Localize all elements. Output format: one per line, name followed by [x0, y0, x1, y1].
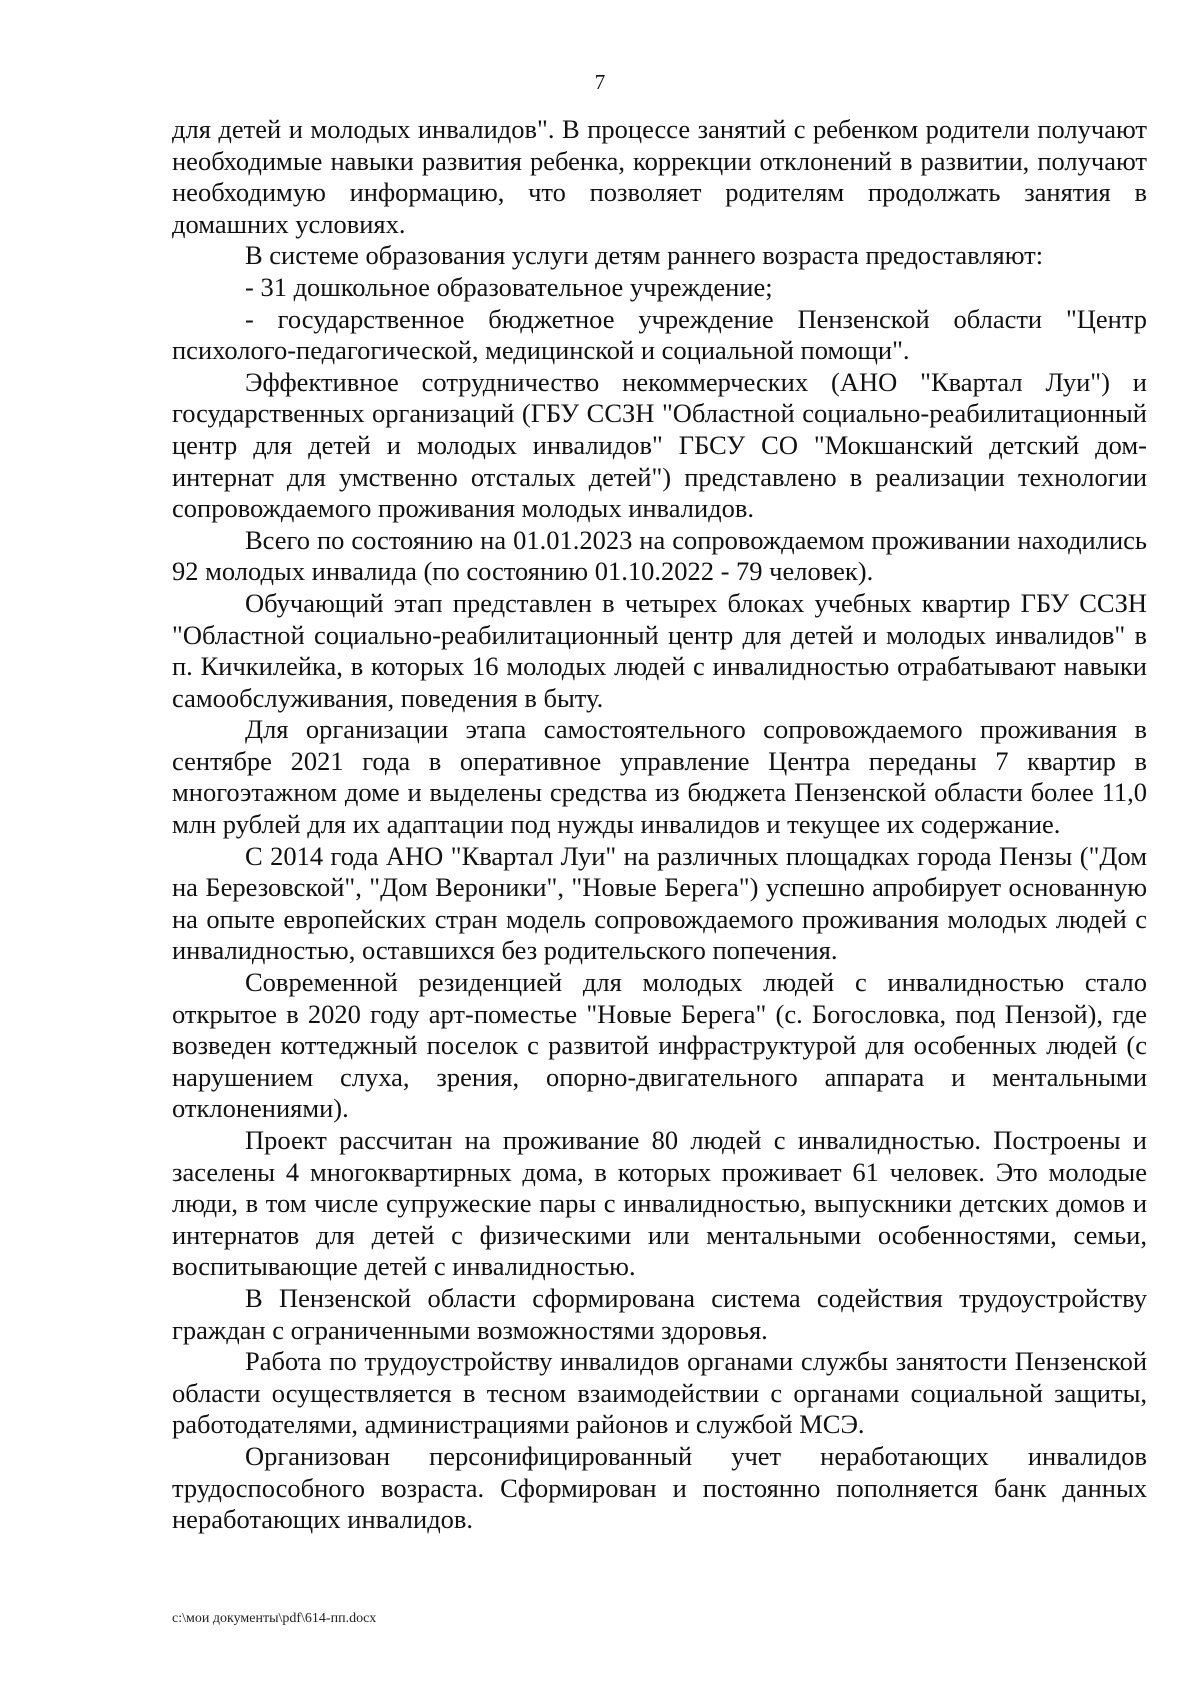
- paragraph-supported-living-stats: Всего по состоянию на 01.01.2023 на сопровождаемом проживании находились 92 молодых инвалида (по состоянию 01.10.2022 - 79 человек).: [172, 524, 1147, 587]
- paragraph-cooperation: Эффективное сотрудничество некоммерческих (АНО "Квартал Луи") и государственных организаций (ГБУ ССЗН "Областной социально-реабилитационный центр для детей и молодых инвалидов" ГБСУ СО "Мокшанский детский дом-интернат для умственно отсталых детей") представлено в реализации технологии сопровождаемого проживания молодых инвалидов.: [172, 366, 1147, 524]
- paragraph-kvartal-lui: С 2014 года АНО "Квартал Луи" на различных площадках города Пензы ("Дом на Березовской", "Дом Вероники", "Новые Берега") успешно апробирует основанную на опыте европейских стран модель сопровождаемого проживания молодых людей с инвалидностью, оставшихся без родительского попечения.: [172, 840, 1147, 966]
- list-item-preschool: - 31 дошкольное образовательное учреждение;: [245, 271, 773, 302]
- paragraph-employment-system: В Пензенской области сформирована система содействия трудоустройству граждан с ограниченными возможностями здоровья.: [172, 1282, 1147, 1345]
- paragraph-independent-stage: Для организации этапа самостоятельного сопровождаемого проживания в сентябре 2021 года в оперативное управление Центра переданы 7 квартир в многоэтажном доме и выделены средства из бюджета Пензенской области более 11,0 млн рублей для их адаптации под нужды инвалидов и текущее их содержание.: [172, 714, 1147, 840]
- list-item-state-center: - государственное бюджетное учреждение Пензенской области "Центр психолого-педагогической, медицинской и социальной помощи".: [172, 303, 1147, 366]
- paragraph-continuation: для детей и молодых инвалидов". В процессе занятий с ребенком родители получают необходимые навыки развития ребенка, коррекции отклонений в развитии, получают необходимую информацию, что позволяет родителям продолжать занятия в домашних условиях.: [172, 114, 1147, 239]
- footer-file-path: c:\мои документы\pdf\614-пп.docx: [172, 1611, 377, 1626]
- paragraph-training-stage: Обучающий этап представлен в четырех блоках учебных квартир ГБУ ССЗН "Областной социально-реабилитационный центр для детей и молодых инвалидов" в п. Кичкилейка, в которых 16 молодых людей с инвалидностью отрабатывают навыки самообслуживания, поведения в быту.: [172, 587, 1147, 713]
- paragraph-registry: Организован персонифицированный учет неработающих инвалидов трудоспособного возраста. Сформирован и постоянно пополняется банк данных неработающих инвалидов.: [172, 1440, 1147, 1535]
- paragraph-project: Проект рассчитан на проживание 80 людей с инвалидностью. Построены и заселены 4 многоквартирных дома, в которых проживает 61 человек. Это молодые люди, в том числе супружеские пары с инвалидностью, выпускники детских домов и интернатов для детей с физическими или ментальными особенностями, семьи, воспитывающие детей с инвалидностью.: [172, 1125, 1147, 1282]
- page-number: 7: [594, 70, 606, 94]
- paragraph-residence: Современной резиденцией для молодых людей с инвалидностью стало открытое в 2020 году арт-поместье "Новые Берега" (с. Богословка, под Пензой), где возведен коттеджный поселок с развитой инфраструктурой для особенных людей (с нарушением слуха, зрения, опорно-двигательного аппарата и ментальными отклонениями).: [172, 967, 1147, 1124]
- paragraph-education-services: В системе образования услуги детям раннего возраста предоставляют:: [245, 240, 1044, 271]
- document-body: [172, 114, 1147, 1536]
- paragraph-employment-work: Работа по трудоустройству инвалидов органами службы занятости Пензенской области осуществляется в тесном взаимодействии с органами социальной защиты, работодателями, администрациями районов и службой МСЭ.: [172, 1346, 1147, 1440]
